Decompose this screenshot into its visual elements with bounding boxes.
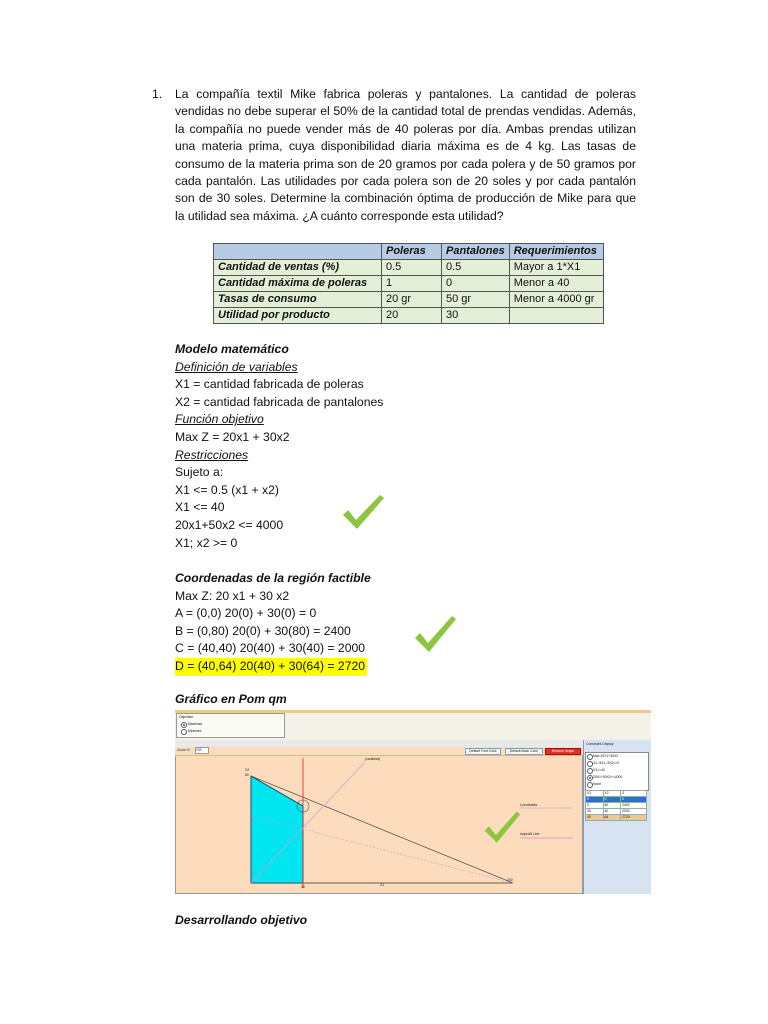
table-cell: Mayor a 1*X1 xyxy=(509,260,603,276)
coords-heading: Coordenadas de la región factible xyxy=(175,571,371,585)
table-cell: 80 xyxy=(603,803,621,809)
coord-line: A = (0,0) 20(0) + 30(0) = 0 xyxy=(175,606,317,621)
coord-line: Max Z: 20 x1 + 30 x2 xyxy=(175,588,290,603)
table-cell: 0.5 xyxy=(442,260,510,276)
table-header-cell: Pantalones xyxy=(442,244,510,260)
table-header-cell: Z xyxy=(621,791,647,797)
constraint-display-label: Constraint Display xyxy=(586,742,614,746)
constraint-display-list xyxy=(585,752,649,791)
constraints-heading: Restricciones xyxy=(175,447,249,462)
requirements-table xyxy=(213,243,604,324)
default-back-color-button[interactable]: Default Back Color xyxy=(505,748,543,755)
coord-line: C = (40,40) 20(40) + 30(40) = 2000 xyxy=(175,641,366,656)
corner-points-table xyxy=(585,790,647,821)
constraint-item: Max 20X1+30X2 xyxy=(593,754,619,758)
minimize-label: Minimize xyxy=(188,729,202,733)
feasible-region xyxy=(251,776,303,883)
table-cell: 20 gr xyxy=(382,292,442,308)
minimize-radio[interactable] xyxy=(181,729,187,735)
tick-80: 80 xyxy=(245,773,249,777)
maximize-label: Maximize xyxy=(188,722,203,726)
table-cell: 20 xyxy=(382,308,442,324)
table-cell: 0 xyxy=(586,803,604,809)
problem-number: 1. xyxy=(152,87,163,101)
axis-y-label: X2 xyxy=(245,768,250,772)
table-cell: Cantidad de ventas (%) xyxy=(214,260,382,276)
table-cell: 40 xyxy=(603,809,621,815)
constraint-line: 20x1+50x2 <= 4000 xyxy=(175,517,284,532)
table-row[interactable] xyxy=(586,815,647,821)
variable-line: X1 = cantidad fabricada de poleras xyxy=(175,377,364,392)
table-cell: 1 xyxy=(382,276,442,292)
table-cell: 40 xyxy=(586,809,604,815)
table-cell: Utilidad por producto xyxy=(214,308,382,324)
constraint-line: X1 <= 0.5 (x1 + x2) xyxy=(175,482,279,497)
check-mark-icon xyxy=(340,493,386,533)
problem-text: La compañía textil Mike fabrica poleras y pantalones. La cantidad de poleras vendidas no debe superar el 50% de la cantidad total de prendas vendidas. Además, la compañía no puede vender más de 40 poleras por día. Ambas prendas utilizan una materia prima, cuya disponibilidad diaria máxima es de 4 kg. Las tasas de consumo de la materia prima son de 20 gramos por cada polera y de 50 gramos por cada pantalón. Las utilidades por cada polera son de 20 soles y por cada pantalón son de 30 soles. Determine la combinación óptima de producción de Mike para que la utilidad sea máxima. ¿A cuánto corresponde esta utilidad? xyxy=(175,87,636,223)
table-cell: 2720 xyxy=(621,815,647,821)
optimal-solution-highlight: D = (40,64) 20(40) + 30(64) = 2720 xyxy=(175,658,367,676)
graph-heading: Gráfico en Pom qm xyxy=(175,692,287,706)
cantidad-label: (cantidad) xyxy=(365,757,381,761)
table-header-cell: X2 xyxy=(603,791,621,797)
objective-label: Objective xyxy=(179,715,194,719)
coord-line: B = (0,80) 20(0) + 30(80) = 2400 xyxy=(175,623,351,638)
problem-statement xyxy=(152,86,636,225)
constraint-item: X1<=40 xyxy=(593,768,605,772)
default-font-color-button[interactable]: Default Font Color xyxy=(465,748,501,755)
table-cell xyxy=(509,308,603,324)
table-cell: 0.5 xyxy=(382,260,442,276)
table-header-cell: X1 xyxy=(586,791,604,797)
constraint-item: None xyxy=(593,782,602,786)
table-row xyxy=(214,292,604,308)
maximize-radio[interactable] xyxy=(181,722,187,728)
objective-panel xyxy=(176,713,285,738)
table-cell: Menor a 40 xyxy=(509,276,603,292)
tick-200: 200 xyxy=(507,878,513,882)
table-header-cell: Poleras xyxy=(382,244,442,260)
constraints-label: Constraints xyxy=(520,803,538,807)
table-cell: 64 xyxy=(603,815,621,821)
table-cell: 2400 xyxy=(621,803,647,809)
check-mark-icon xyxy=(482,808,522,848)
develop-objective-heading: Desarrollando objetivo xyxy=(175,913,308,927)
constraint-item: 20X1+50X2<=4000 xyxy=(593,775,623,779)
table-cell: 50 gr xyxy=(442,292,510,308)
table-cell: 0 xyxy=(586,797,604,803)
table-header-cell xyxy=(214,244,382,260)
isoprofit-label: Isoprofit Line xyxy=(520,832,540,836)
table-cell: 30 xyxy=(442,308,510,324)
table-cell: 0 xyxy=(442,276,510,292)
table-header-row xyxy=(214,244,604,260)
table-cell: Cantidad máxima de poleras xyxy=(214,276,382,292)
table-cell: Menor a 4000 gr xyxy=(509,292,603,308)
constraint-line: X1; x2 >= 0 xyxy=(175,535,238,550)
graph-section xyxy=(175,691,287,709)
objective-heading: Función objetivo xyxy=(175,412,264,427)
variable-line: X2 = cantidad fabricada de pantalones xyxy=(175,394,384,409)
axis-x-label: X1 xyxy=(380,883,385,887)
tick-40: 40 xyxy=(301,885,305,889)
table-cell: 0 xyxy=(603,797,621,803)
constraint-item: X1-.5X1-.5X2<=0 xyxy=(593,761,620,765)
zoom-input[interactable]: 100 xyxy=(195,747,209,754)
model-heading: Modelo matemático xyxy=(175,342,289,356)
table-row xyxy=(214,276,604,292)
table-cell: 40 xyxy=(586,815,604,821)
variables-heading: Definición de variables xyxy=(175,359,298,374)
table-cell: 2000 xyxy=(621,809,647,815)
zoom-label: Zoom % xyxy=(177,748,190,752)
table-cell: 0 xyxy=(621,797,647,803)
feasible-coordinates xyxy=(175,570,371,676)
restore-graph-button[interactable]: Restore Graph xyxy=(545,748,581,755)
table-header-cell: Requerimientos xyxy=(509,244,603,260)
table-row xyxy=(214,308,604,324)
table-cell: Tasas de consumo xyxy=(214,292,382,308)
constraint-line: X1 <= 40 xyxy=(175,500,225,515)
table-row xyxy=(214,260,604,276)
pomqm-screenshot xyxy=(175,710,651,894)
check-mark-icon xyxy=(412,614,458,656)
objective-function: Max Z = 20x1 + 30x2 xyxy=(175,429,290,444)
subject-to: Sujeto a: xyxy=(175,465,224,480)
